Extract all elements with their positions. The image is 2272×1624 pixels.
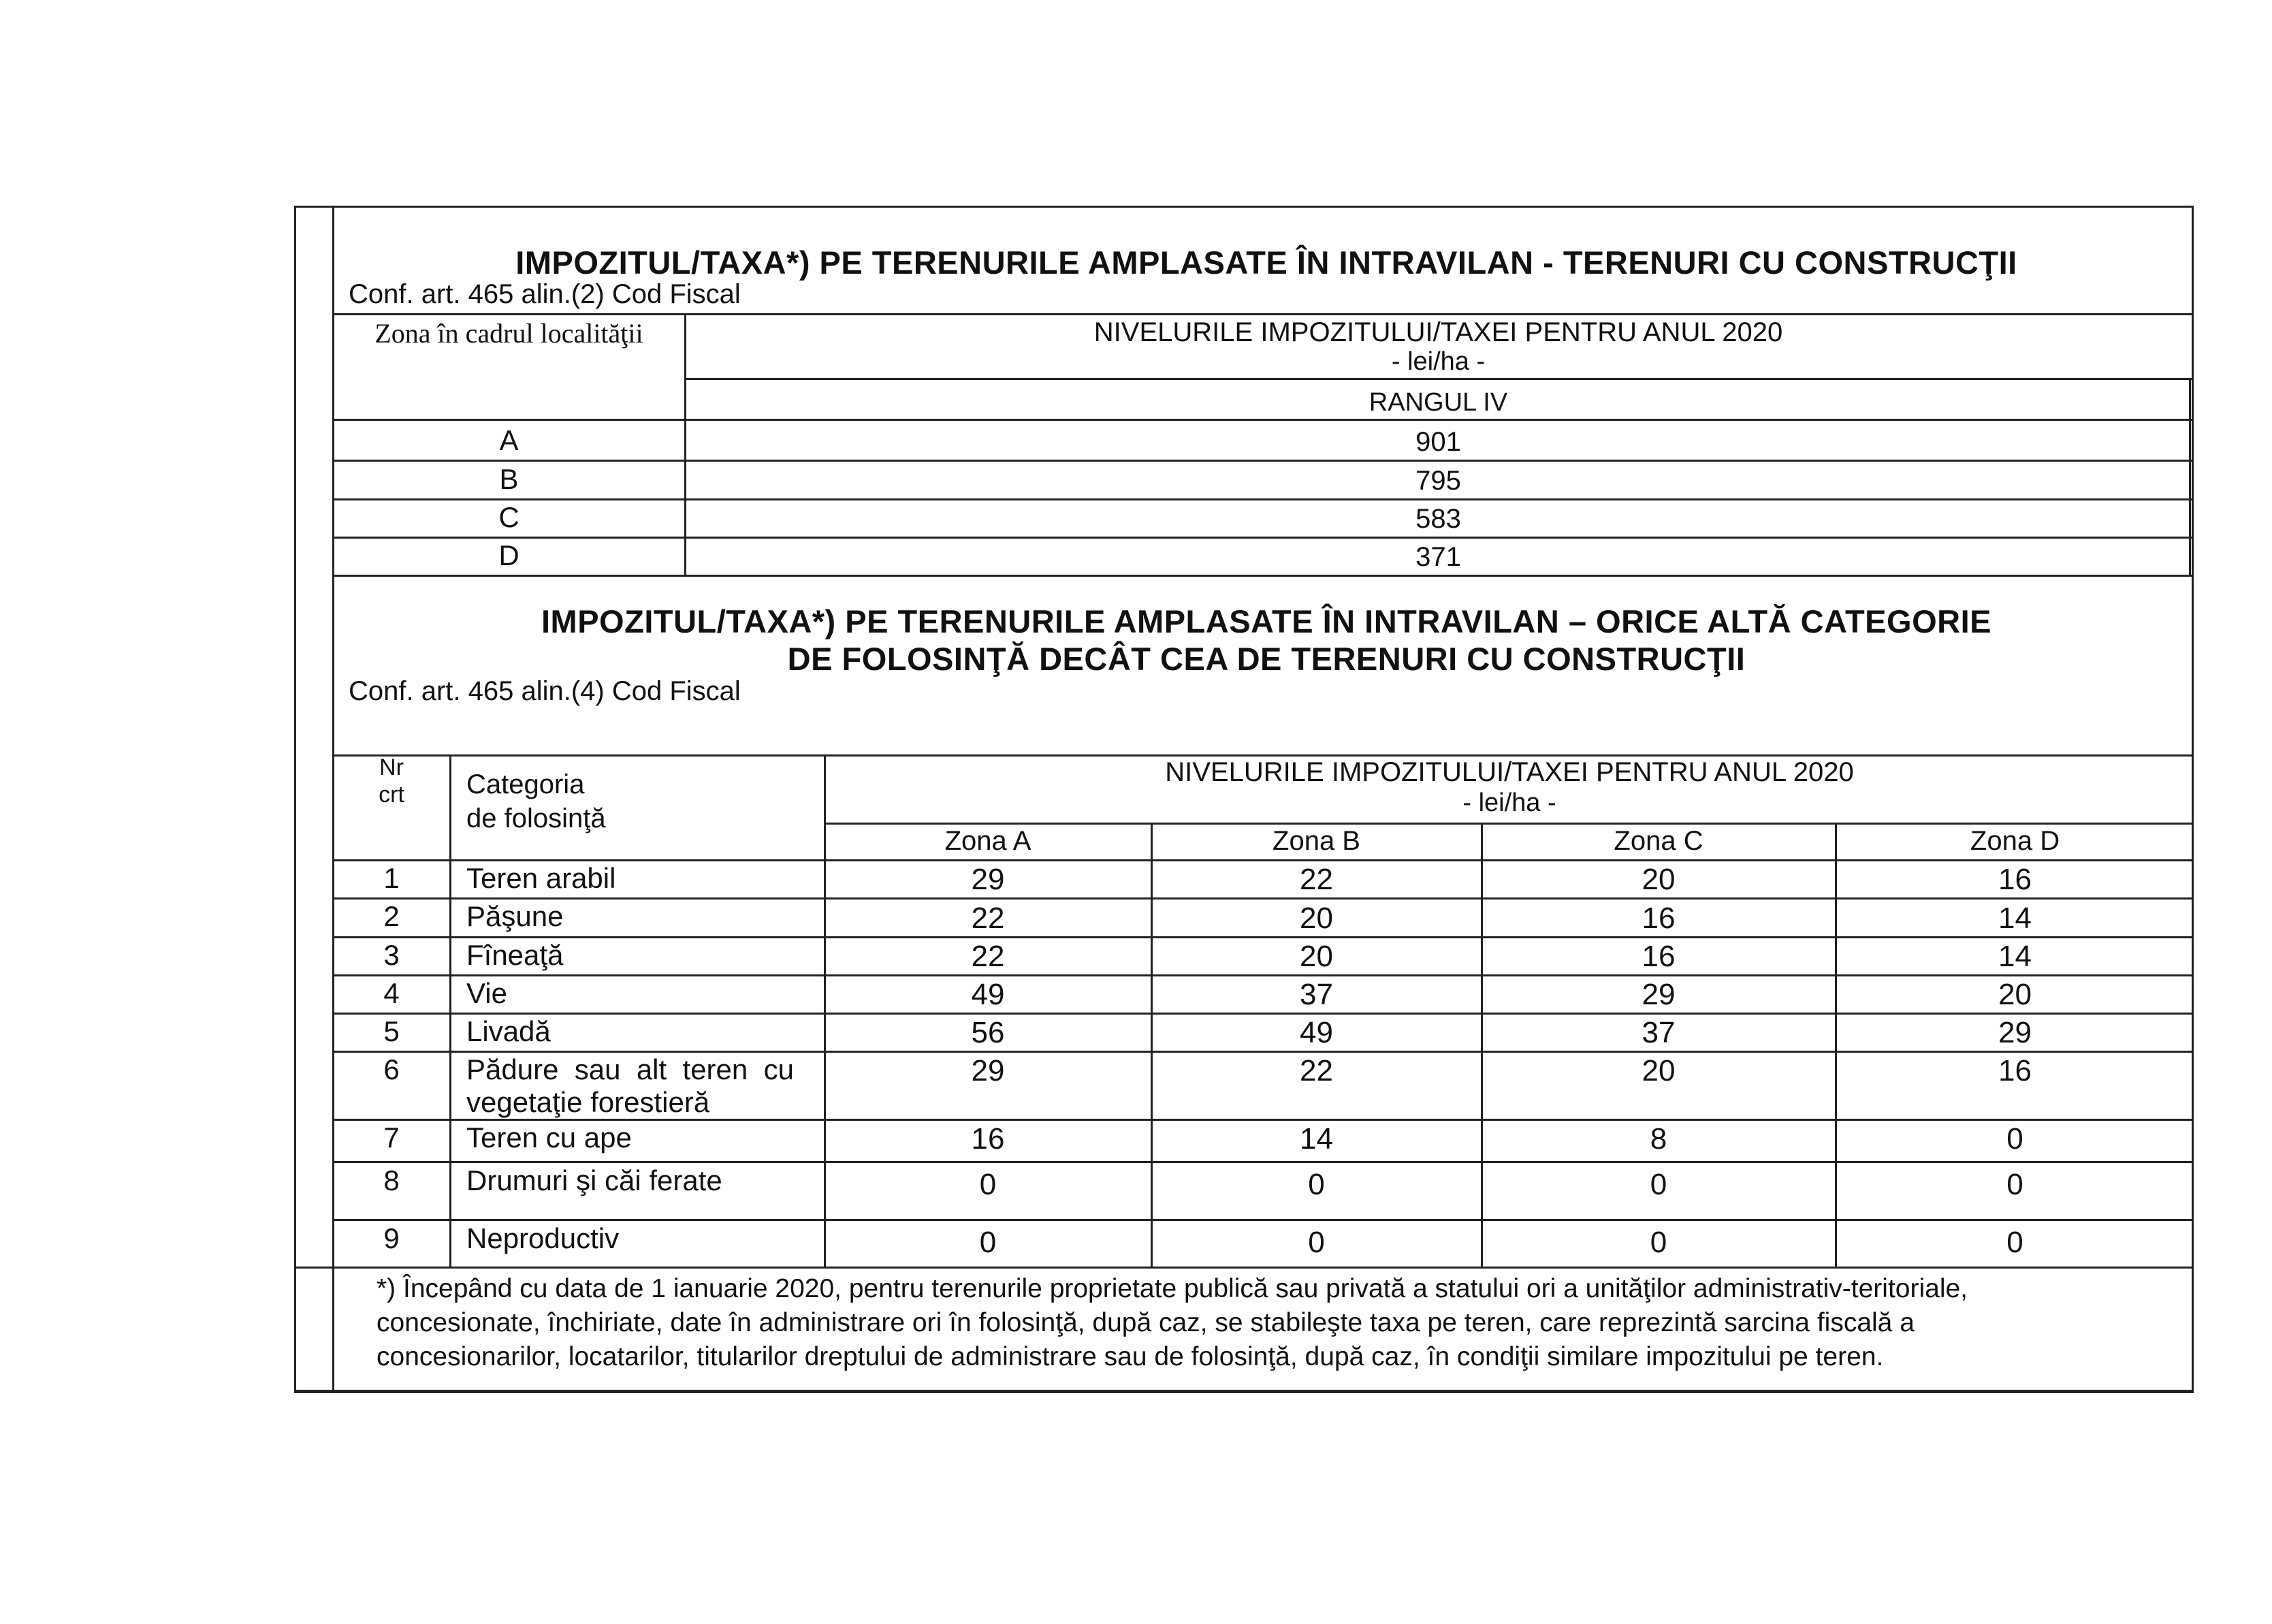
t2-row9-top <box>332 1219 2194 1221</box>
t2-row6-category: Pădure sau alt teren cu <box>466 1053 794 1085</box>
t2-row7-category: Teren cu ape <box>466 1121 632 1153</box>
t2-row5-zone-d: 29 <box>1998 1016 2032 1049</box>
t1-top-border <box>332 313 2194 315</box>
t2-row2-nr: 2 <box>383 900 400 932</box>
t2-row2-zone-d: 14 <box>1998 902 2032 935</box>
t2-row5-nr: 5 <box>383 1015 400 1047</box>
t2-row5-zone-c: 37 <box>1642 1016 1676 1049</box>
t2-zone-d-header: Zona D <box>1970 826 2060 856</box>
t2-row2-zone-a: 22 <box>971 902 1005 935</box>
t2-row6-zone-c: 20 <box>1642 1054 1676 1087</box>
t2-row8-zone-b: 0 <box>1308 1168 1325 1201</box>
t2-nr-header-2: crt <box>379 782 404 808</box>
section1-reference: Conf. art. 465 alin.(2) Cod Fiscal <box>349 279 741 309</box>
t2-row8-zone-d: 0 <box>2006 1168 2023 1201</box>
t2-row4-zone-b: 37 <box>1300 978 1333 1011</box>
t2-row1-zone-a: 29 <box>971 863 1005 896</box>
t1-value-c: 583 <box>1415 504 1461 534</box>
t2-row3-top <box>332 936 2194 938</box>
t2-row1-zone-b: 22 <box>1300 863 1333 896</box>
t1-level-header: NIVELURILE IMPOZITULUI/TAXEI PENTRU ANUL 2020 <box>1093 317 1783 347</box>
t1-rank: RANGUL IV <box>1369 388 1508 417</box>
t2-row1-top <box>332 859 2194 861</box>
t2-row7-nr: 7 <box>383 1121 400 1153</box>
t2-row8-zone-a: 0 <box>979 1168 997 1201</box>
t2-row8-nr: 8 <box>383 1164 400 1196</box>
section2-reference: Conf. art. 465 alin.(4) Cod Fiscal <box>349 676 741 706</box>
t2-row3-zone-a: 22 <box>971 940 1005 973</box>
footnote-line3: concesionarilor, locatarilor, titularilor dreptului de administrare sau de folosinţă, după caz, în condiţii similare impozitului pe teren. <box>377 1342 1884 1371</box>
t2-row6-category-line2: vegetaţie forestieră <box>466 1086 710 1118</box>
t1-rank-top <box>684 378 2192 380</box>
t2-zones-top <box>825 823 2194 825</box>
t2-row9-zone-a: 0 <box>979 1226 997 1259</box>
t2-row9-zone-b: 0 <box>1308 1226 1325 1259</box>
t2-row5-zone-a: 56 <box>971 1016 1005 1049</box>
t1-unit: - lei/ha - <box>1391 347 1486 376</box>
t2-row2-category: Păşune <box>466 900 564 932</box>
section1-title: IMPOZITUL/TAXA*) PE TERENURILE AMPLASATE ÎN INTRAVILAN - TERENURI CU CONSTRUCŢII <box>515 244 2017 281</box>
t2-row1-zone-d: 16 <box>1998 863 2032 896</box>
t2-row3-zone-c: 16 <box>1642 940 1676 973</box>
t1-value-d: 371 <box>1415 542 1461 572</box>
t2-zone-b-header: Zona B <box>1273 826 1360 856</box>
t2-row9-nr: 9 <box>383 1222 400 1254</box>
t2-row1-category: Teren arabil <box>466 862 616 894</box>
t1-zone-a: A <box>499 424 519 456</box>
t1-row-d-top <box>332 537 2192 539</box>
t2-row6-zone-a: 29 <box>971 1054 1005 1087</box>
t1-zone-d: D <box>498 539 519 571</box>
t1-bottom-border <box>332 575 2192 577</box>
t2-zone-a-header: Zona A <box>944 826 1031 856</box>
t2-row6-top <box>332 1051 2194 1053</box>
t1-zone-b: B <box>499 463 519 495</box>
t2-row8-category: Drumuri şi căi ferate <box>466 1164 722 1196</box>
t2-row6-zone-d: 16 <box>1998 1054 2032 1087</box>
t2-row8-zone-c: 0 <box>1650 1168 1667 1201</box>
footnote-line1: *) Începând cu data de 1 ianuarie 2020, pentru terenurile proprietate publică sau privată a statului ori a unităţilor administrativ-teritoriale, <box>377 1274 1968 1303</box>
t2-unit: - lei/ha - <box>1462 789 1556 817</box>
t2-row7-zone-c: 8 <box>1650 1122 1667 1156</box>
t2-row2-zone-b: 20 <box>1300 902 1333 935</box>
t1-value-a: 901 <box>1415 427 1461 457</box>
section2-title-line2: DE FOLOSINŢĂ DECÂT CEA DE TERENURI CU CONSTRUCŢII <box>787 641 1746 677</box>
t2-row7-zone-a: 16 <box>971 1122 1005 1156</box>
t2-nr-header-1: Nr <box>379 754 404 780</box>
t1-row-c-top <box>332 498 2192 500</box>
t1-zone-header: Zona în cadrul localităţii <box>374 318 643 349</box>
t2-row9-category: Neproductiv <box>466 1222 620 1254</box>
t2-category-header-2: de folosinţă <box>466 803 606 833</box>
footnote-line2: concesionate, închiriate, date în administrare ori în folosinţă, după caz, se stabileşte taxa pe teren, care reprezintă sarcina fiscală a <box>377 1308 1915 1337</box>
t2-row3-nr: 3 <box>383 939 400 971</box>
section2-title-line1: IMPOZITUL/TAXA*) PE TERENURILE AMPLASATE ÎN INTRAVILAN – ORICE ALTĂ CATEGORIE <box>541 603 1991 639</box>
t2-row6-nr: 6 <box>383 1053 400 1085</box>
t2-row3-zone-b: 20 <box>1300 940 1333 973</box>
t1-zone-c: C <box>498 501 519 533</box>
t2-top-border <box>332 754 2194 757</box>
t2-row9-zone-d: 0 <box>2006 1226 2023 1259</box>
t2-row4-nr: 4 <box>383 977 400 1009</box>
t2-row6-zone-b: 22 <box>1300 1054 1333 1087</box>
t2-row5-category: Livadă <box>466 1015 551 1047</box>
t2-row9-zone-c: 0 <box>1650 1226 1667 1259</box>
t2-row2-top <box>332 897 2194 899</box>
t2-row1-nr: 1 <box>383 862 400 894</box>
t2-row7-zone-b: 14 <box>1300 1122 1333 1156</box>
t2-row3-zone-d: 14 <box>1998 940 2032 973</box>
t2-row7-zone-d: 0 <box>2006 1122 2023 1156</box>
t2-row5-top <box>332 1013 2194 1015</box>
t1-row-a-top <box>332 419 2192 421</box>
t1-value-b: 795 <box>1415 466 1461 496</box>
t2-category-header-1: Categoria <box>466 769 585 799</box>
t2-row4-top <box>332 974 2194 976</box>
t2-row8-top <box>332 1161 2194 1163</box>
t2-zone-c-header: Zona C <box>1614 826 1703 856</box>
t2-bottom-border <box>294 1267 2194 1269</box>
t2-row4-category: Vie <box>466 977 507 1009</box>
t2-row1-zone-c: 20 <box>1642 863 1676 896</box>
t2-nr-divider <box>449 754 451 1267</box>
t2-row2-zone-c: 16 <box>1642 902 1676 935</box>
t2-row4-zone-d: 20 <box>1998 978 2032 1011</box>
t2-row4-zone-c: 29 <box>1642 978 1676 1011</box>
t1-row-b-top <box>332 460 2192 462</box>
t2-level-header: NIVELURILE IMPOZITULUI/TAXEI PENTRU ANUL 2020 <box>1165 757 1854 787</box>
t2-row5-zone-b: 49 <box>1300 1016 1333 1049</box>
t2-row7-top <box>332 1119 2194 1121</box>
t2-row4-zone-a: 49 <box>971 978 1005 1011</box>
t2-row3-category: Fîneaţă <box>466 939 564 971</box>
